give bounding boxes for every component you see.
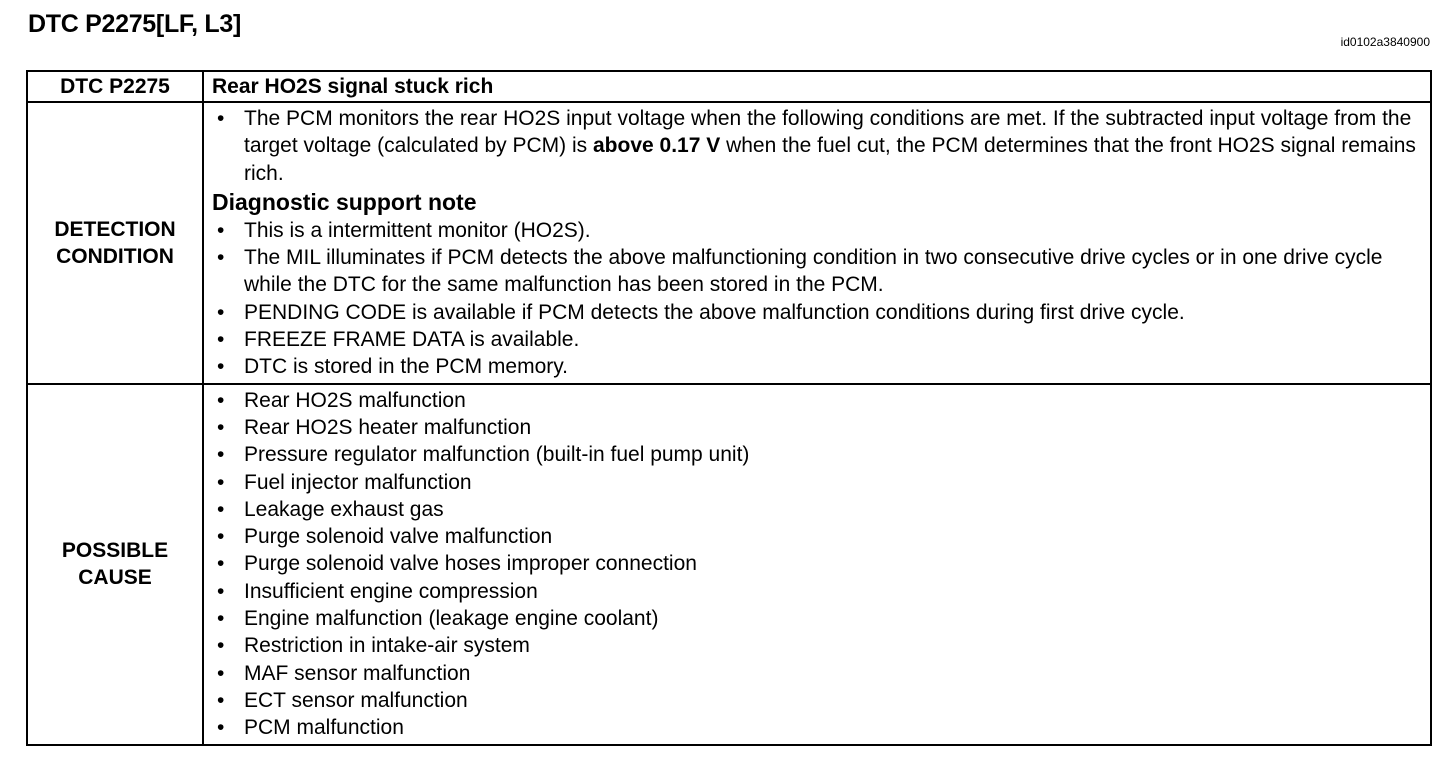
- cause-item: • Restriction in intake-air system: [204, 632, 1430, 659]
- cause-item: • Purge solenoid valve hoses improper connection: [204, 550, 1430, 577]
- cause-item: • MAF sensor malfunction: [204, 660, 1430, 687]
- cause-label-line2: CAUSE: [78, 566, 152, 590]
- cause-item: • Purge solenoid valve malfunction: [204, 523, 1430, 550]
- support-note-item: • PENDING CODE is available if PCM detects the above malfunction conditions during first drive cycle.: [204, 299, 1430, 326]
- cause-item: • ECT sensor malfunction: [204, 687, 1430, 714]
- monitor-item: [204, 105, 1430, 187]
- cause-item: • PCM malfunction: [204, 714, 1430, 741]
- possible-cause-label: [27, 384, 203, 745]
- cause-item: • Pressure regulator malfunction (built-in fuel pump unit): [204, 441, 1430, 468]
- support-note-heading: Diagnostic support note: [212, 188, 477, 215]
- support-note-item: • This is a intermittent monitor (HO2S).: [204, 217, 1430, 244]
- page-title: DTC P2275[LF, L3]: [28, 10, 242, 38]
- dtc-description-cell: Rear HO2S signal stuck rich: [203, 71, 1431, 102]
- detection-condition-content: [203, 102, 1431, 384]
- dtc-header-row: [27, 71, 1431, 102]
- cause-item: • Fuel injector malfunction: [204, 469, 1430, 496]
- cause-item: • Insufficient engine compression: [204, 578, 1430, 605]
- monitor-text-after: when the fuel cut, the PCM determines that the front HO2S signal remains rich.: [244, 134, 1416, 185]
- monitor-text-before: The PCM monitors the rear HO2S input voltage when the following conditions are met. If the subtracted input voltage from the target voltage (calculated by PCM) is: [244, 107, 1412, 158]
- cause-label-line1: POSSIBLE: [61, 539, 169, 563]
- cause-item: • Engine malfunction (leakage engine coolant): [204, 605, 1430, 632]
- document-id: id0102a3840900: [1340, 35, 1430, 49]
- cause-item: • Leakage exhaust gas: [204, 496, 1430, 523]
- cause-item: • Rear HO2S malfunction: [204, 387, 1430, 414]
- detection-condition-label: [27, 102, 203, 384]
- cause-item: • Rear HO2S heater malfunction: [204, 414, 1430, 441]
- monitor-threshold: above 0.17 V: [592, 134, 721, 158]
- support-note-list: [204, 217, 1430, 381]
- support-note-item: • FREEZE FRAME DATA is available.: [204, 326, 1430, 353]
- detection-label-line2: CONDITION: [56, 244, 174, 268]
- detection-condition-row: [27, 102, 1431, 384]
- possible-cause-content: [203, 384, 1431, 745]
- cause-list: [204, 387, 1430, 742]
- support-note-item: • DTC is stored in the PCM memory.: [204, 353, 1430, 380]
- support-note-item: • The MIL illuminates if PCM detects the above malfunctioning condition in two consecutive drive cycles or in one drive cycle while the DTC for the same malfunction has been stored in the PCM.: [204, 244, 1430, 299]
- dtc-table: [26, 70, 1432, 746]
- dtc-code-cell: DTC P2275: [27, 71, 203, 102]
- detection-label-line1: DETECTION: [54, 217, 176, 241]
- monitor-list: [204, 105, 1430, 187]
- possible-cause-row: [27, 384, 1431, 745]
